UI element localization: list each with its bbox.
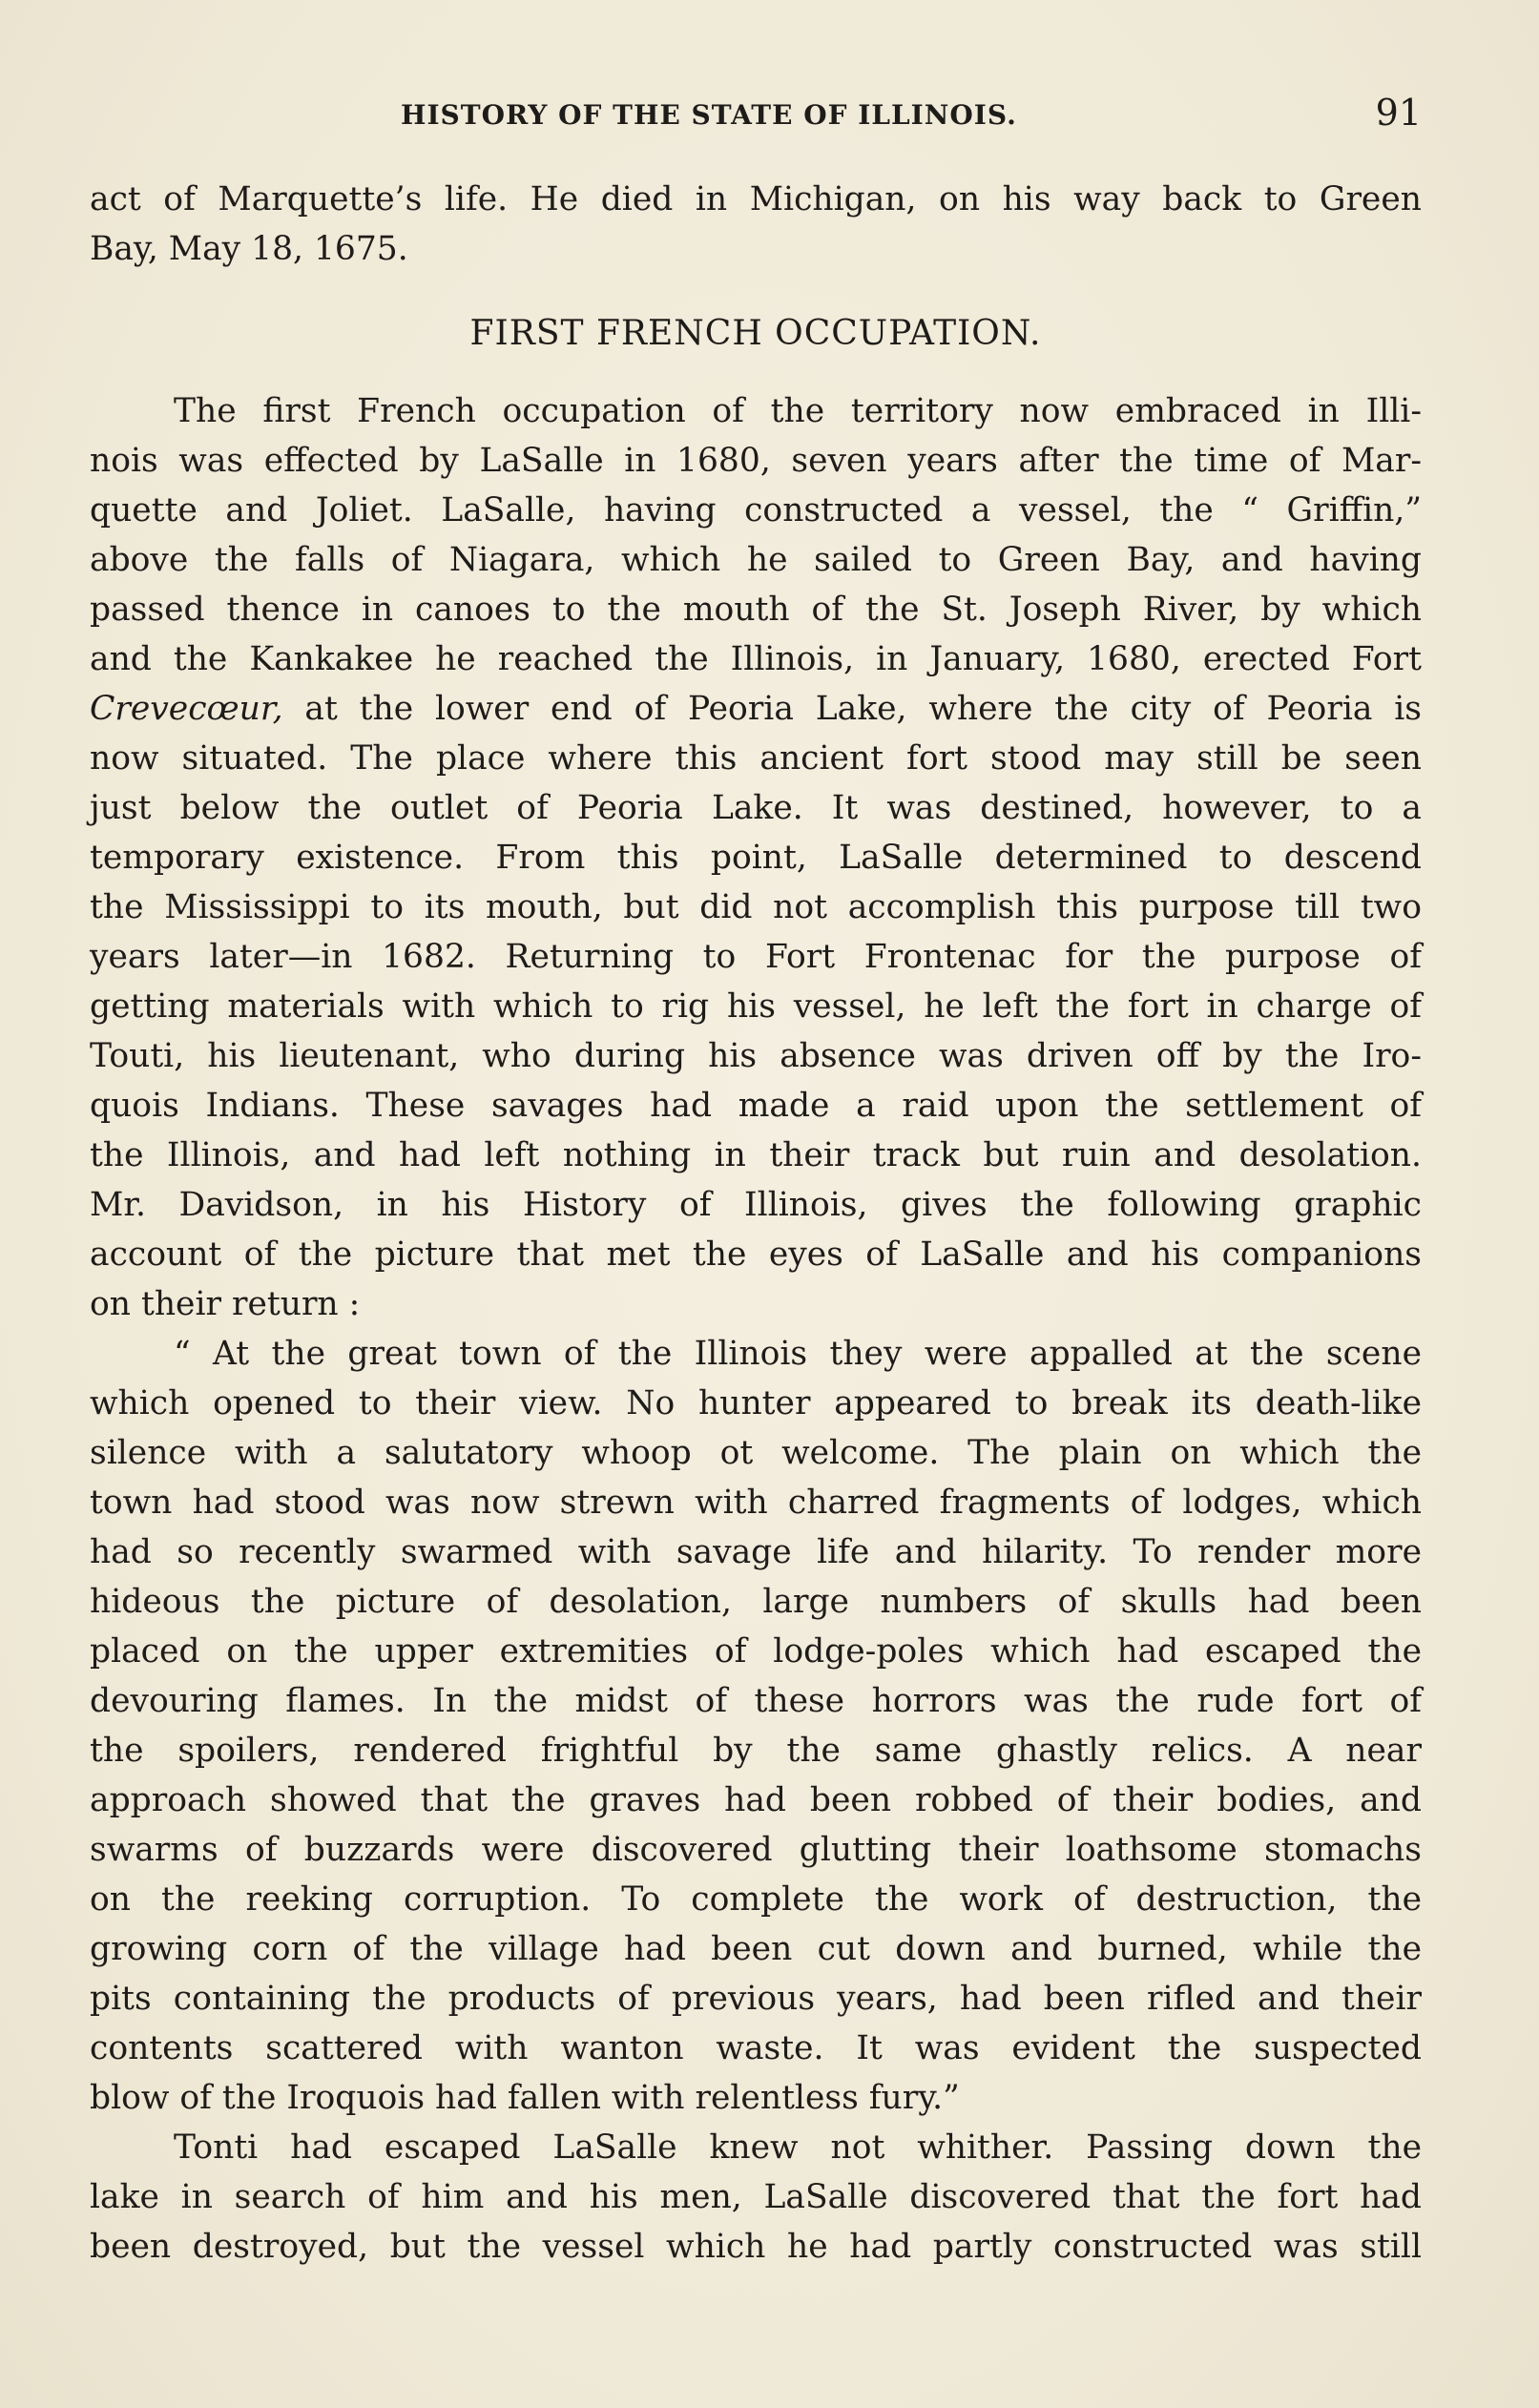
italic-fort-name: Crevecœur, [90,690,283,728]
page-number: 91 [1375,92,1422,134]
text-line: nois was effected by LaSalle in 1680, seven years after the time of Mar- [90,442,1422,480]
quote-line: placed on the upper extremities of lodge-poles which had escaped the [90,1632,1422,1671]
text-line: Touti, his lieutenant, who during his absence was driven off by the Iro- [90,1037,1422,1075]
quote-line: approach showed that the graves had been robbed of their bodies, and [90,1781,1422,1819]
text-line: just below the outlet of Peoria Lake. It was destined, however, to a [90,789,1422,827]
text-line: quette and Joliet. LaSalle, having constructed a vessel, the “ Griffin,” [90,491,1422,529]
text-line: act of Marquette’s life. He died in Michigan, on his way back to Green [90,180,1422,218]
quote-line: the spoilers, rendered frightful by the same ghastly relics. A near [90,1732,1422,1770]
quote-line: blow of the Iroquois had fallen with relentless fury.” [90,2079,960,2117]
text-line: account of the picture that met the eyes of LaSalle and his companions [90,1235,1422,1274]
text-line [90,684,1422,734]
quote-line: devouring flames. In the midst of these horrors was the rude fort of [90,1682,1422,1720]
text-line: the Illinois, and had left nothing in their track but ruin and desolation. [90,1136,1422,1174]
text-line: Bay, May 18, 1675. [90,230,408,268]
text-line: on their return : [90,1285,361,1323]
running-head: HISTORY OF THE STATE OF ILLINOIS. [401,99,1017,131]
quote-line: pits containing the products of previous years, had been rifled and their [90,1980,1422,2018]
text-line: above the falls of Niagara, which he sailed to Green Bay, and having [90,541,1422,579]
quote-line: silence with a salutatory whoop ot welcome. The plain on which the [90,1434,1422,1472]
quote-line: swarms of buzzards were discovered glutting their loathsome stomachs [90,1831,1422,1869]
quote-line: contents scattered with wanton waste. It was evident the suspected [90,2029,1422,2067]
quote-line: which opened to their view. No hunter appeared to break its death-like [90,1384,1422,1422]
page-header [401,92,1422,139]
text-line: quois Indians. These savages had made a raid upon the settlement of [90,1087,1422,1125]
text-fragment: at the lower end of Peoria Lake, where the city of Peoria is [282,690,1422,728]
text-line: Mr. Davidson, in his History of Illinois, gives the following graphic [90,1186,1422,1224]
text-line: now situated. The place where this ancient fort stood may still be seen [90,739,1422,778]
section-heading: FIRST FRENCH OCCUPATION. [469,314,1042,353]
text-line: Tonti had escaped LaSalle knew not whither. Passing down the [174,2128,1422,2167]
text-line: temporary existence. From this point, LaSalle determined to descend [90,839,1422,877]
quote-line: growing corn of the village had been cut down and burned, while the [90,1930,1422,1968]
text-line: the Mississippi to its mouth, but did not accomplish this purpose till two [90,888,1422,926]
text-line: years later—in 1682. Returning to Fort Frontenac for the purpose of [90,938,1422,976]
text-line: The first French occupation of the territory now embraced in Illi- [174,392,1422,430]
quote-line: hideous the picture of desolation, large numbers of skulls had been [90,1583,1422,1621]
body-text [90,175,1422,2272]
text-line: passed thence in canoes to the mouth of the St. Joseph River, by which [90,591,1422,629]
text-line: lake in search of him and his men, LaSalle discovered that the fort had [90,2178,1422,2216]
text-line: getting materials with which to rig his vessel, he left the fort in charge of [90,987,1422,1026]
text-line: and the Kankakee he reached the Illinois, in January, 1680, erected Fort [90,640,1422,678]
quote-line: on the reeking corruption. To complete the work of destruction, the [90,1880,1422,1919]
quote-line: town had stood was now strewn with charred fragments of lodges, which [90,1484,1422,1522]
quote-line: had so recently swarmed with savage life and hilarity. To render more [90,1533,1422,1571]
text-line: been destroyed, but the vessel which he had partly constructed was still [90,2228,1422,2266]
quote-line: “ At the great town of the Illinois they were appalled at the scene [174,1335,1422,1373]
